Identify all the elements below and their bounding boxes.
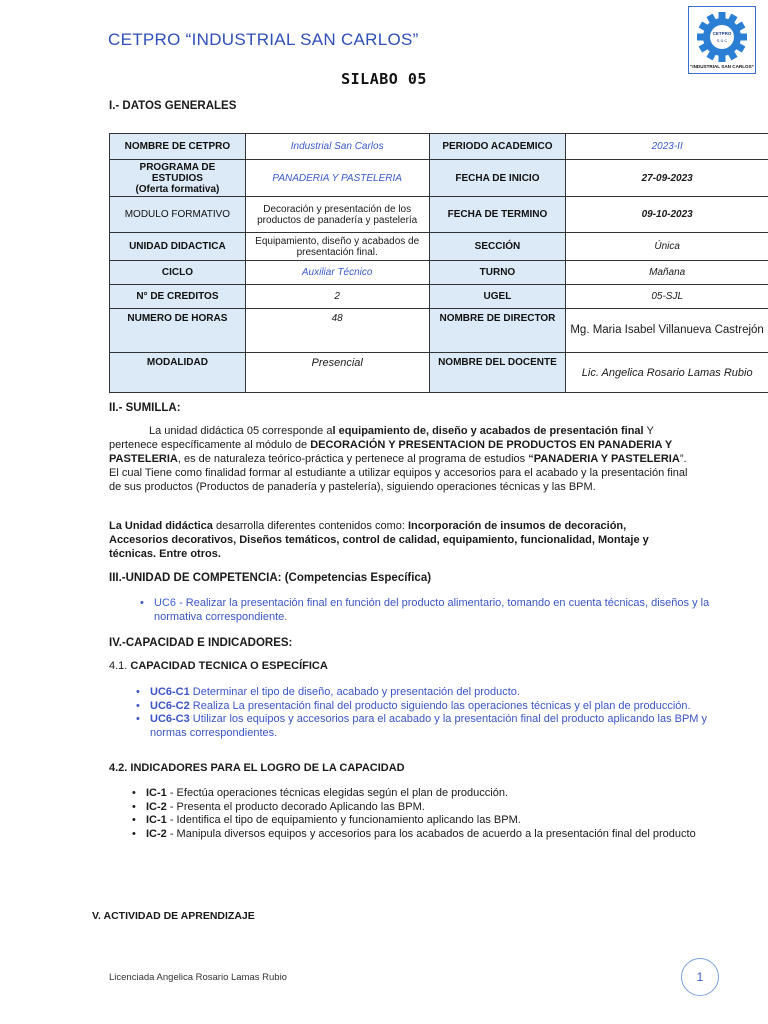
cell-value: Industrial San Carlos [245, 134, 429, 160]
programa-line-2: ESTUDIOS [151, 172, 203, 184]
uc-code: UC6 - [154, 597, 186, 609]
indicator-code: IC-1 [146, 814, 167, 826]
sumilla-text: ”. El cual Tiene como finalidad formar al estudiante a utilizar equipos y accesorios para el acabado y la presentación final de sus productos (Productos de panadería y pastelería), siguiendo operaciones técnicas y las BPM. [109, 453, 688, 493]
subsection-text: CAPACIDAD TECNICA O ESPECÍFICA [130, 660, 328, 672]
cell-label: UGEL [429, 285, 566, 309]
document-title: SILABO 05 [341, 70, 427, 88]
cell-value: 2 [245, 285, 429, 309]
sumilla-paragraph-2 [109, 519, 674, 561]
competency-list [140, 597, 710, 624]
sumilla-bold: La Unidad didáctica [109, 520, 213, 532]
list-item [140, 597, 710, 624]
cell-label: FECHA DE INICIO [429, 160, 566, 197]
bullet-icon: • [132, 800, 136, 813]
table-row [110, 261, 768, 285]
cell-value: Presencial [245, 353, 429, 393]
cell-value: Decoración y presentación de los productos de panadería y pastelería [245, 197, 429, 233]
cell-value: Mg. Maria Isabel Villanueva Castrejón [566, 309, 768, 353]
table-row [110, 309, 768, 353]
bullet-icon: • [136, 699, 140, 712]
cell-label: TURNO [429, 261, 566, 285]
section-2-title: II.- SUMILLA: [109, 402, 181, 414]
cell-value: 48 [245, 309, 429, 353]
cell-value: Auxiliar Técnico [245, 261, 429, 285]
cell-label: NUMERO DE HORAS [110, 309, 246, 353]
capacity-code: UC6-C2 [150, 699, 190, 712]
capacity-text: Utilizar los equipos y accesorios para el acabado y la presentación final del producto aplicando las BPM y normas correspondientes. [150, 713, 708, 739]
cell-value: 09-10-2023 [566, 197, 768, 233]
page-number: 1 [681, 958, 719, 996]
section-5-title: V. ACTIVIDAD DE APRENDIZAJE [92, 910, 255, 922]
sumilla-bold: l equipamiento de, diseño y acabados de presentación final [332, 425, 644, 437]
sumilla-text: , es de naturaleza teórico-práctica y pertenece al programa de estudios [177, 453, 529, 465]
indicator-text: - Efectúa operaciones técnicas elegidas según el plan de producción. [166, 787, 509, 799]
bullet-icon: • [136, 713, 140, 725]
capacity-code: UC6-C3 [150, 713, 190, 725]
list-item [132, 801, 717, 815]
sumilla-bold: Incorporación de insumos de decoración, Accesorios decorativos, Diseños temáticos, control de calidad, equipamiento, funcionalidad, Montaje y técnicas. Entre otros. [109, 520, 649, 560]
sumilla-bold: “PANADERIA Y PASTELERIA [528, 453, 680, 465]
uc-text: Realizar la presentación final en función del producto alimentario, tomando en cuenta técnicas, diseños y la normativa correspondiente. [154, 597, 710, 623]
cell-label: UNIDAD DIDACTICA [110, 233, 246, 261]
cell-value: 27-09-2023 [566, 160, 768, 197]
cell-label: SECCIÓN [429, 233, 566, 261]
bullet-icon: • [140, 597, 144, 609]
table-row [110, 134, 768, 160]
indicator-list [132, 787, 717, 841]
cell-value: Única [566, 233, 768, 261]
indicator-text: - Identifica el tipo de equipamiento y funcionamiento aplicando las BPM. [166, 814, 521, 826]
programa-line-1: PROGRAMA DE [139, 161, 216, 173]
bullet-icon: • [132, 787, 136, 799]
section-1-title: I.- DATOS GENERALES [109, 100, 237, 112]
cell-value: Equipamiento, diseño y acabados de presentación final. [245, 233, 429, 261]
sumilla-text: desarrolla diferentes contenidos como: [212, 520, 408, 532]
bullet-icon: • [136, 686, 140, 698]
sumilla-paragraph-1 [109, 424, 699, 494]
cell-label: N° DE CREDITOS [110, 285, 246, 309]
institution-logo [688, 6, 756, 74]
gear-icon [689, 7, 755, 73]
cell-label: CICLO [110, 261, 246, 285]
list-item [136, 700, 716, 714]
section-4-title: IV.-CAPACIDAD E INDICADORES: [109, 637, 293, 649]
general-data-table [109, 133, 768, 393]
cell-value: Lic. Angelica Rosario Lamas Rubio [566, 353, 768, 393]
section-3-title-main: III.-UNIDAD DE COMPETENCIA: [109, 572, 282, 584]
cell-label: NOMBRE DE DIRECTOR [429, 309, 566, 353]
bullet-icon: • [132, 814, 136, 826]
list-item [136, 713, 716, 740]
sumilla-text: Y pertenece específicamente al módulo de [109, 425, 654, 451]
subsection-4-1-title [109, 660, 328, 672]
cell-label: MODULO FORMATIVO [110, 197, 246, 233]
capacity-text: Determinar el tipo de diseño, acabado y presentación del producto. [189, 686, 520, 698]
section-3-title-suffix: (Competencias Específica) [281, 572, 432, 584]
indicator-text: - Manipula diversos equipos y accesorios para los acabados de acuerdo a la presentación final del producto [166, 827, 696, 840]
cell-label [110, 160, 246, 197]
table-row [110, 353, 768, 393]
cell-value: PANADERIA Y PASTELERIA [245, 160, 429, 197]
capacity-code: UC6-C1 [150, 686, 190, 698]
cell-label: PERIODO ACADEMICO [429, 134, 566, 160]
indicator-code: IC-1 [146, 787, 167, 799]
table-row [110, 285, 768, 309]
cell-label: NOMBRE DE CETPRO [110, 134, 246, 160]
table-row [110, 160, 768, 197]
capacity-text: Realiza La presentación final del producto siguiendo las operaciones técnicas y el plan de producción. [189, 699, 691, 712]
footer-author: Licenciada Angelica Rosario Lamas Rubio [109, 972, 287, 983]
cell-label: MODALIDAD [110, 353, 246, 393]
table-row [110, 197, 768, 233]
sumilla-text: La unidad didáctica 05 corresponde a [149, 425, 333, 437]
logo-mid-text: S.S.C [716, 38, 728, 43]
subsection-4-2-title: 4.2. INDICADORES PARA EL LOGRO DE LA CAPACIDAD [109, 762, 405, 774]
logo-bottom-text: “INDUSTRIAL SAN CARLOS” [690, 64, 754, 69]
indicator-code: IC-2 [146, 800, 167, 813]
table-row [110, 233, 768, 261]
cell-label: NOMBRE DEL DOCENTE [429, 353, 566, 393]
institution-title: CETPRO “INDUSTRIAL SAN CARLOS” [108, 30, 419, 49]
indicator-code: IC-2 [146, 827, 167, 840]
list-item [132, 814, 717, 828]
cell-value: 05-SJL [566, 285, 768, 309]
list-item [132, 828, 717, 842]
cell-label: FECHA DE TERMINO [429, 197, 566, 233]
cell-value: 2023-II [566, 134, 768, 160]
list-item [136, 686, 716, 700]
programa-line-3: (Oferta formativa) [135, 183, 220, 195]
indicator-text: - Presenta el producto decorado Aplicando las BPM. [166, 800, 425, 813]
sumilla-bold: DECORACIÓN Y PRESENTACION DE PRODUCTOS EN PANADERIA Y PASTELERIA [109, 439, 673, 465]
list-item [132, 787, 717, 801]
subsection-number: 4.1. [109, 660, 131, 672]
bullet-icon: • [132, 827, 136, 840]
capacity-list [136, 686, 716, 740]
cell-value: Mañana [566, 261, 768, 285]
section-3-title [109, 572, 431, 584]
logo-top-text: CETPRO [712, 31, 732, 36]
